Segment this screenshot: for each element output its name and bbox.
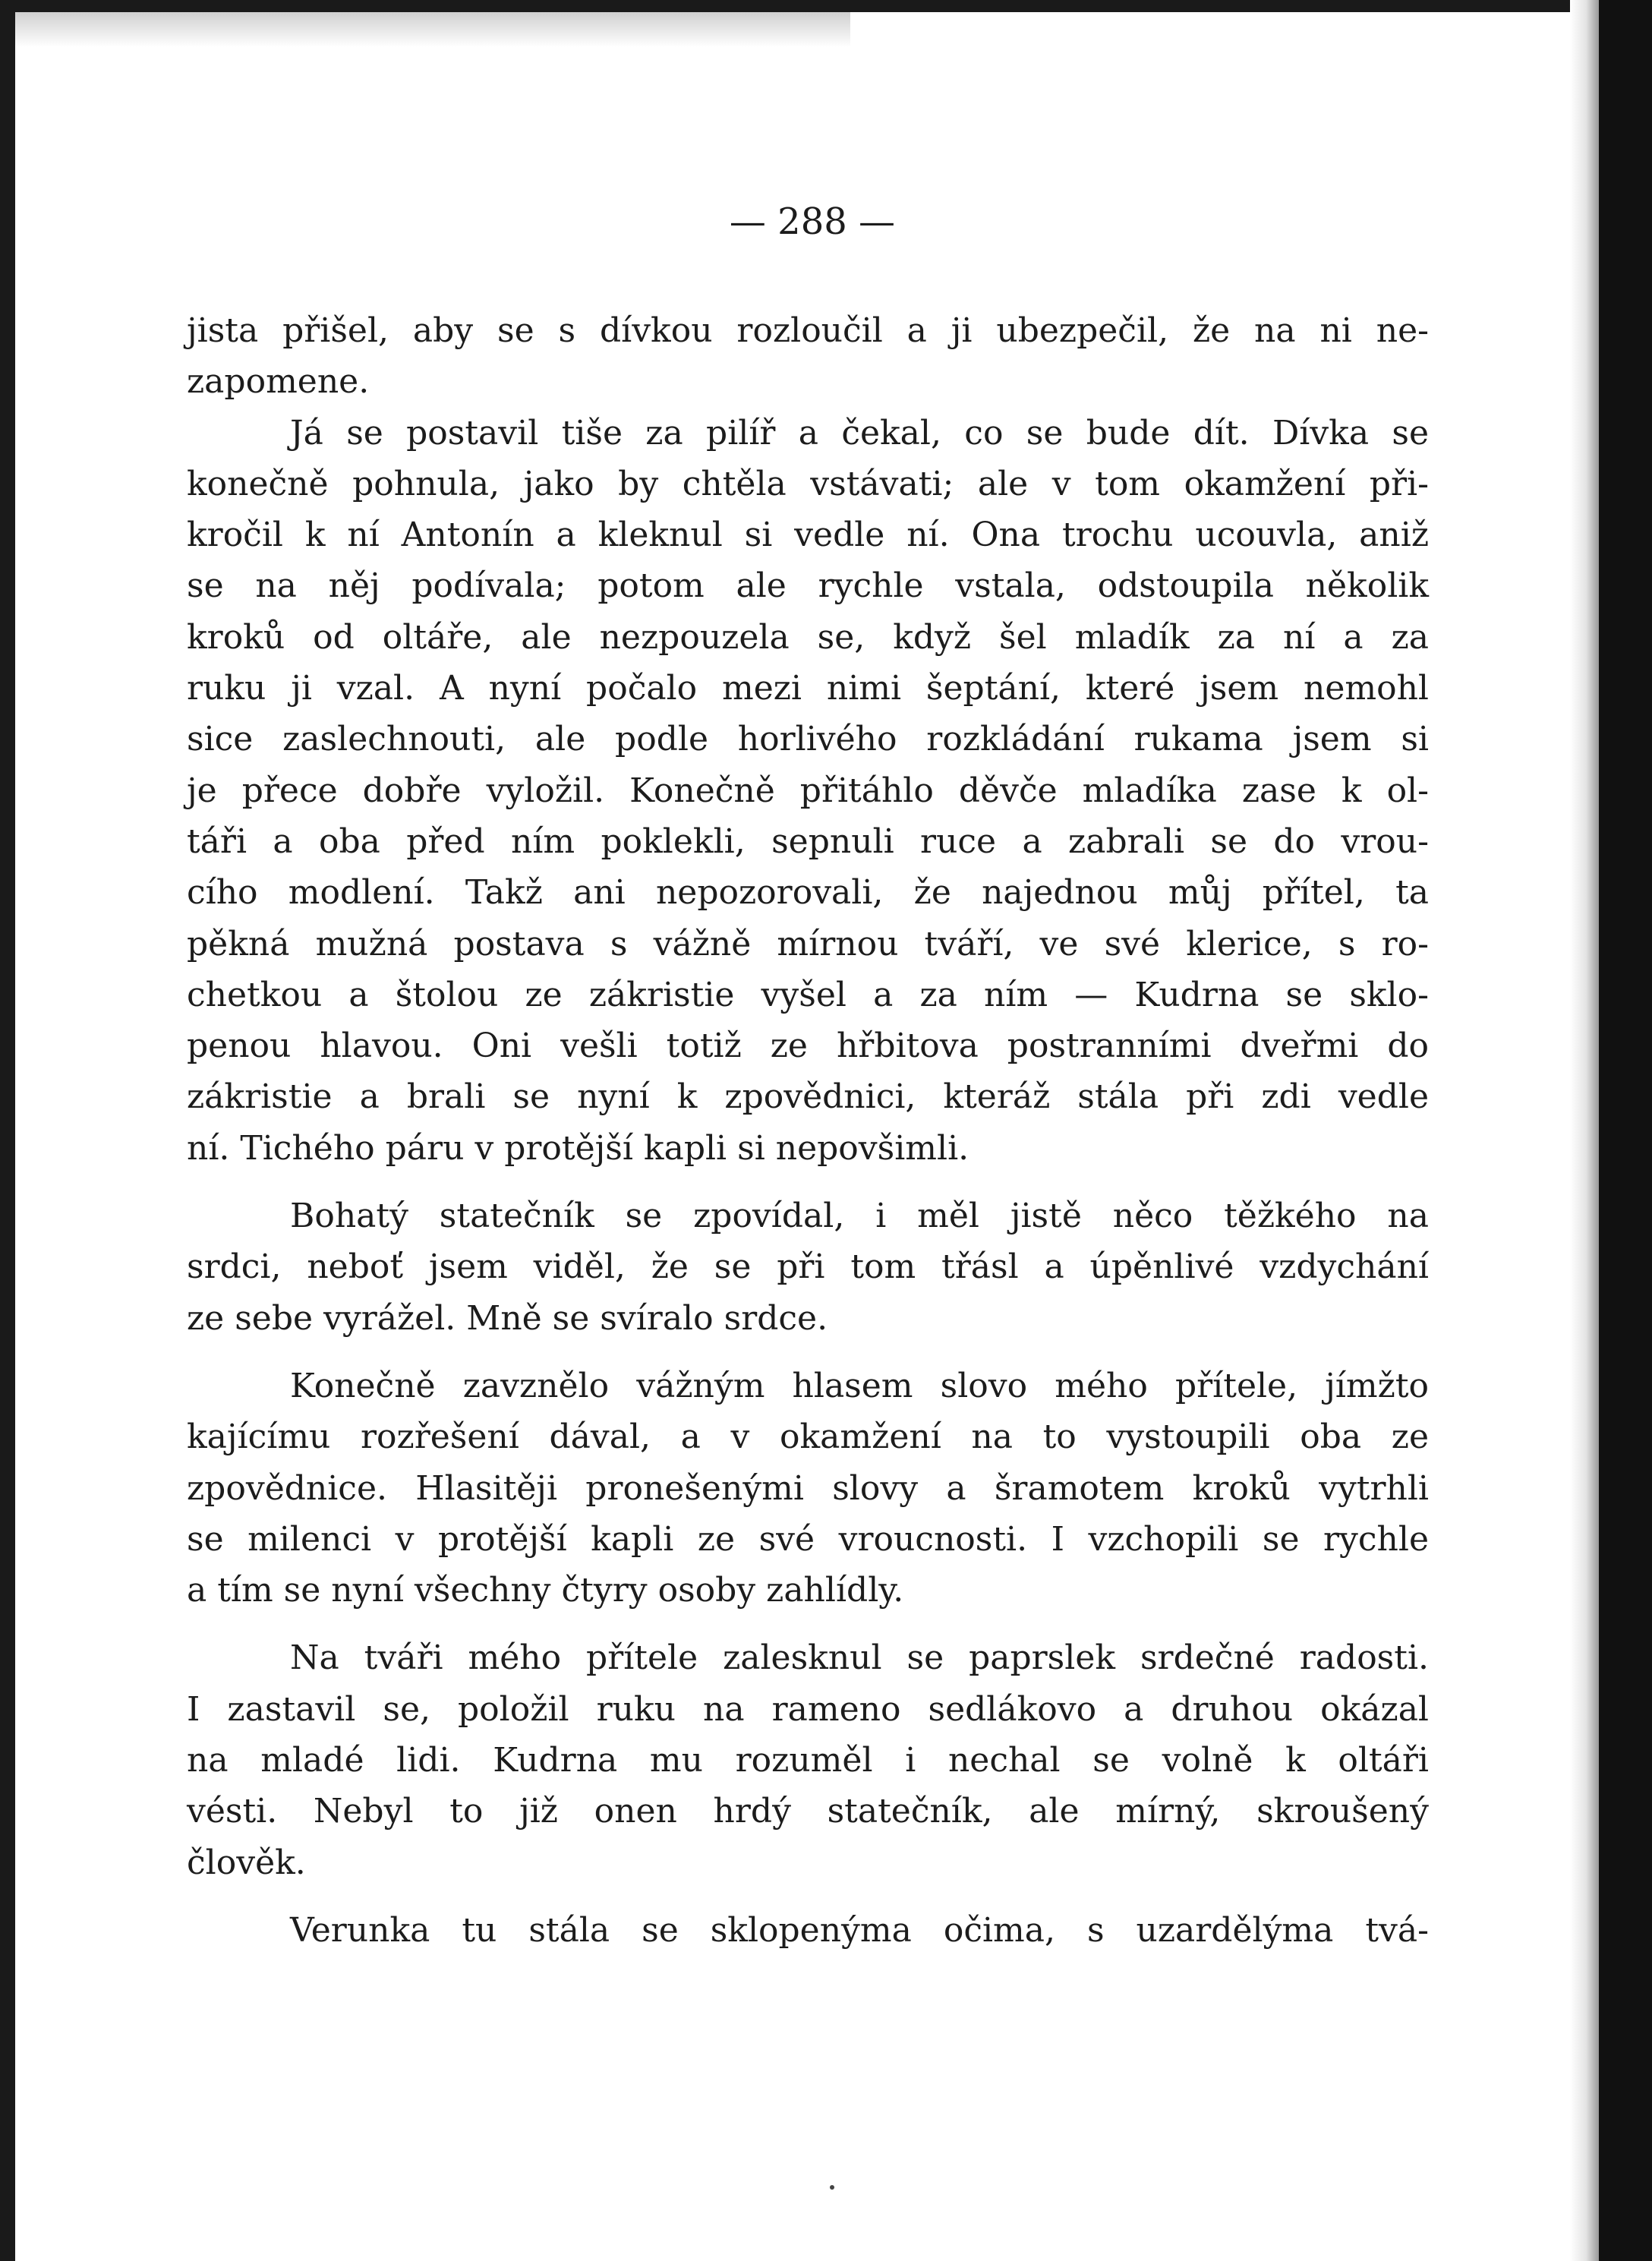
text-line: kroků od oltáře, ale nezpouzela se, když šel mladík za ní a za [187,617,1429,657]
text-line: Verunka tu stála se sklopenýma očima, s uzardělýma tvá- [290,1910,1429,1950]
paragraph [187,1905,1429,1956]
text-line: na mladé lidi. Kudrna mu rozuměl i nechal se volně k oltáři [187,1741,1429,1780]
text-line: kročil k ní Antonín a kleknul si vedle ní. Ona trochu ucouvla, aniž [187,516,1429,555]
print-speck [830,2185,834,2190]
text-line: jista přišel, aby se s dívkou rozloučil a ji ubezpečil, že na ni ne- [187,311,1429,350]
page-number: — 288 — [729,200,896,243]
scan-border-right [1599,0,1652,2261]
text-line: ze sebe vyrážel. Mně se svíralo srdce. [187,1298,828,1338]
text-line: zapomene. [187,362,370,402]
text-line: se na něj podívala; potom ale rychle vstala, odstoupila několik [187,566,1429,606]
text-line: zákristie a brali se nyní k zpovědnici, kteráž stála při zdi vedle [187,1077,1429,1117]
scan-border-left [0,0,15,2261]
scan-shadow [15,12,850,47]
text-line: Konečně zavznělo vážným hlasem slovo mého přítele, jímžto [290,1366,1429,1405]
text-line: ní. Tichého páru v protější kapli si nepovšimli. [187,1128,969,1168]
paragraph [187,1190,1429,1344]
text-line: cího modlení. Takž ani nepozorovali, že najednou můj přítel, ta [187,873,1429,913]
text-line: Na tváři mého přítele zalesknul se paprslek srdečné radosti. [290,1638,1429,1678]
paragraph [187,408,1429,1174]
paragraph [187,305,1429,408]
text-line: člověk. [187,1843,306,1882]
text-line: se milenci v protější kapli ze své vroucnosti. I vzchopili se rychle [187,1519,1429,1559]
text-line: chetkou a štolou ze zákristie vyšel a za ním — Kudrna se sklo- [187,975,1429,1014]
text-line: penou hlavou. Oni vešli totiž ze hřbitova postranními dveřmi do [187,1026,1429,1066]
page-edge-shadow [1570,0,1599,2261]
text-line: srdci, neboť jsem viděl, že se při tom třásl a úpěnlivé vzdychání [187,1247,1429,1287]
text-line: ruku ji vzal. A nyní počalo mezi nimi šeptání, které jsem nemohl [187,669,1429,708]
text-line: vésti. Nebyl to již onen hrdý statečník, ale mírný, skroušený [187,1792,1429,1831]
text-line: Bohatý statečník se zpovídal, i měl jistě něco těžkého na [290,1197,1429,1236]
text-line: zpovědnice. Hlasitěji pronešenými slovy a šramotem kroků vytrhli [187,1468,1429,1508]
paragraph [187,1632,1429,1887]
scan-border-top [0,0,1652,12]
text-line: a tím se nyní všechny čtyry osoby zahlídly. [187,1571,904,1610]
paragraph [187,1361,1429,1616]
body-text [187,305,1429,1956]
text-line: Já se postavil tiše za pilíř a čekal, co se bude dít. Dívka se [290,413,1429,453]
text-line: konečně pohnula, jako by chtěla vstávati; ale v tom okamžení při- [187,464,1429,503]
text-line: je přece dobře vyložil. Konečně přitáhlo děvče mladíka zase k ol- [187,771,1429,810]
text-line: pěkná mužná postava s vážně mírnou tváří, ve své klerice, s ro- [187,924,1429,963]
text-line: sice zaslechnouti, ale podle horlivého rozkládání rukama jsem si [187,720,1429,759]
text-line: I zastavil se, položil ruku na rameno sedlákovo a druhou okázal [187,1689,1429,1729]
text-line: táři a oba před ním poklekli, sepnuli ruce a zabrali se do vrou- [187,821,1429,861]
text-line: kajícímu rozřešení dával, a v okamžení na to vystoupili oba ze [187,1417,1429,1457]
